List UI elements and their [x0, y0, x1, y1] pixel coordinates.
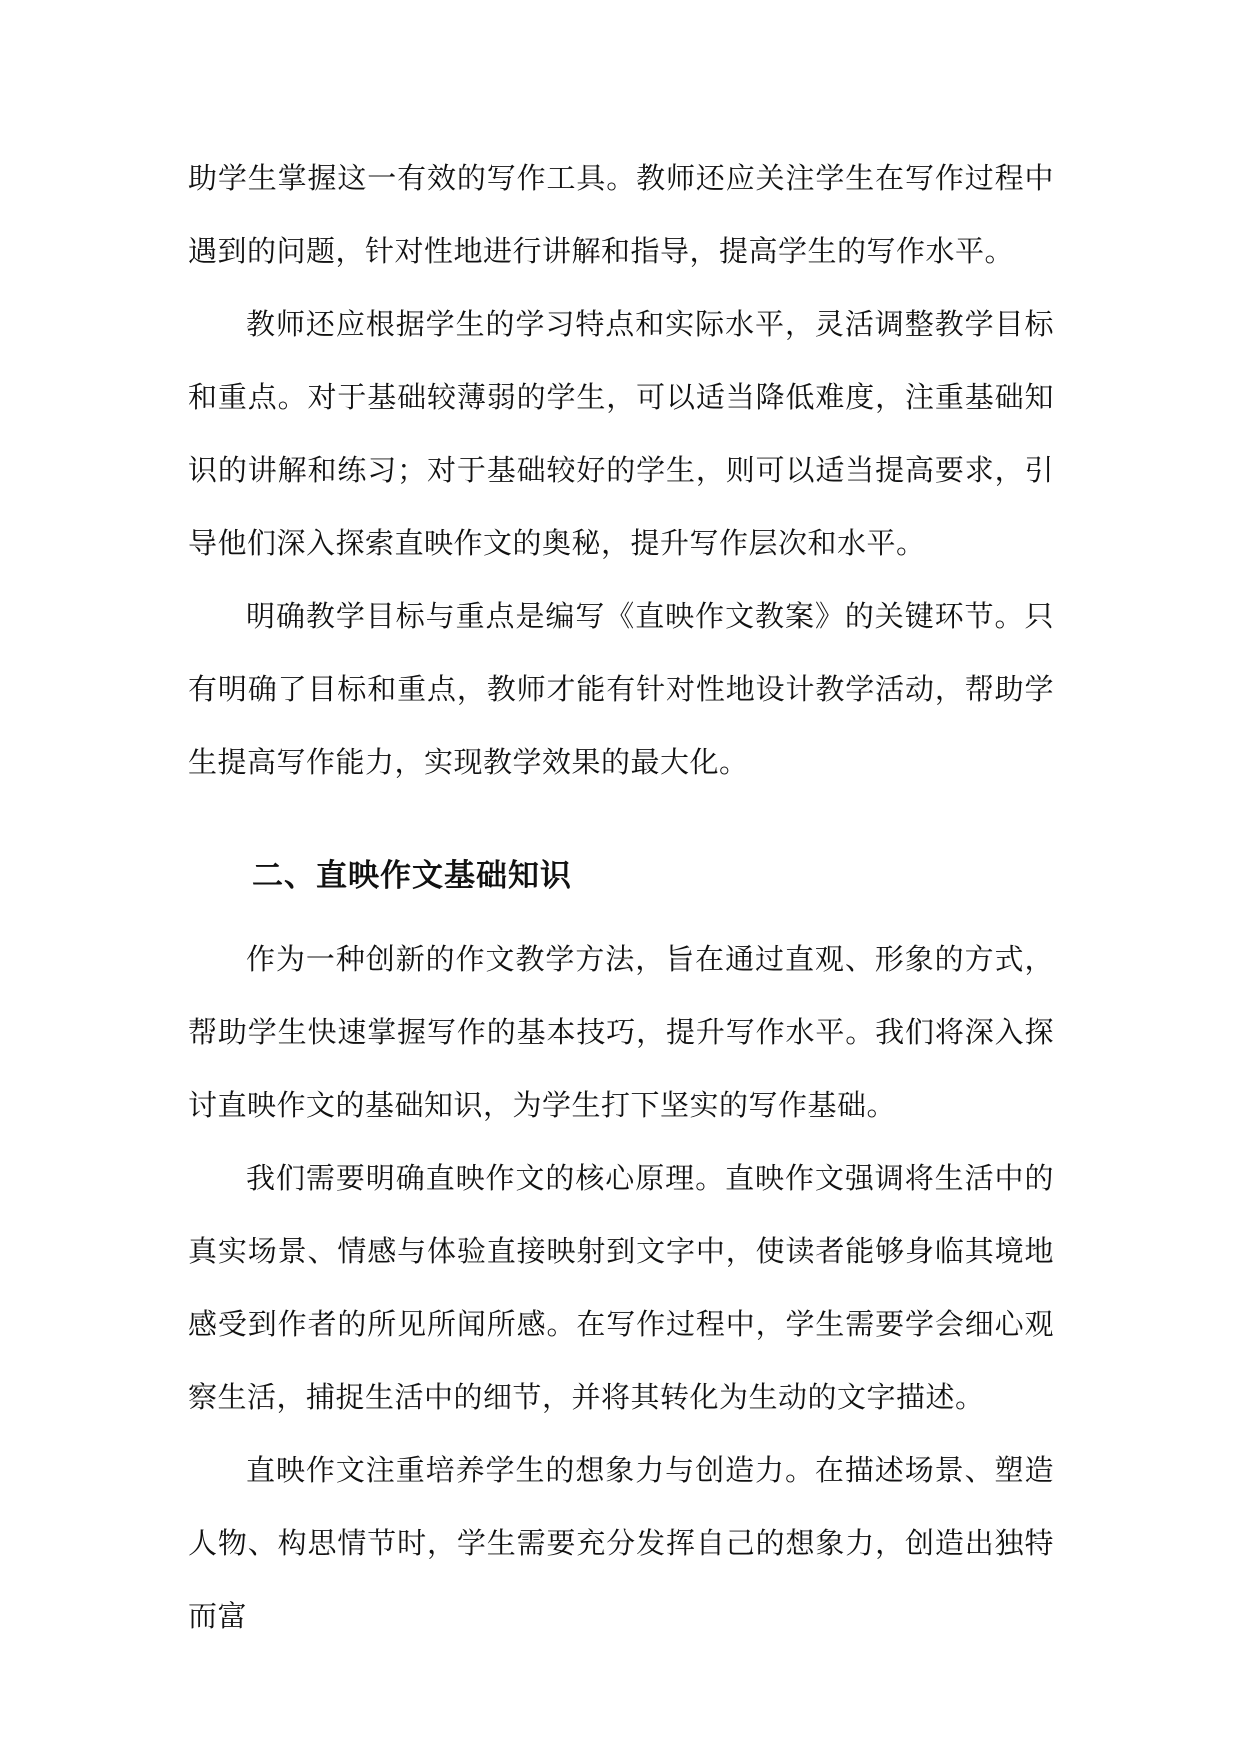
- document-page: [188, 142, 1054, 1653]
- paragraph: 我们需要明确直映作文的核心原理。直映作文强调将生活中的真实场景、情感与体验直接映射到文字中，使读者能够身临其境地感受到作者的所见所闻所感。在写作过程中，学生需要学会细心观察生活，捕捉生活中的细节，并将其转化为生动的文字描述。: [188, 1161, 1054, 1414]
- paragraph: 助学生掌握这一有效的写作工具。教师还应关注学生在写作过程中遇到的问题，针对性地进行讲解和指导，提高学生的写作水平。: [188, 161, 1054, 268]
- paragraph: 作为一种创新的作文教学方法，旨在通过直观、形象的方式，帮助学生快速掌握写作的基本技巧，提升写作水平。我们将深入探讨直映作文的基础知识，为学生打下坚实的写作基础。: [188, 942, 1054, 1122]
- section-heading: 二、直映作文基础知识: [252, 858, 572, 894]
- paragraph: 直映作文注重培养学生的想象力与创造力。在描述场景、塑造人物、构思情节时，学生需要充分发挥自己的想象力，创造出独特而富: [188, 1453, 1054, 1633]
- paragraph: 教师还应根据学生的学习特点和实际水平，灵活调整教学目标和重点。对于基础较薄弱的学生，可以适当降低难度，注重基础知识的讲解和练习；对于基础较好的学生，则可以适当提高要求，引导他们深入探索直映作文的奥秘，提升写作层次和水平。: [188, 307, 1054, 560]
- paragraph: 明确教学目标与重点是编写《直映作文教案》的关键环节。只有明确了目标和重点，教师才能有针对性地设计教学活动，帮助学生提高写作能力，实现教学效果的最大化。: [188, 599, 1054, 779]
